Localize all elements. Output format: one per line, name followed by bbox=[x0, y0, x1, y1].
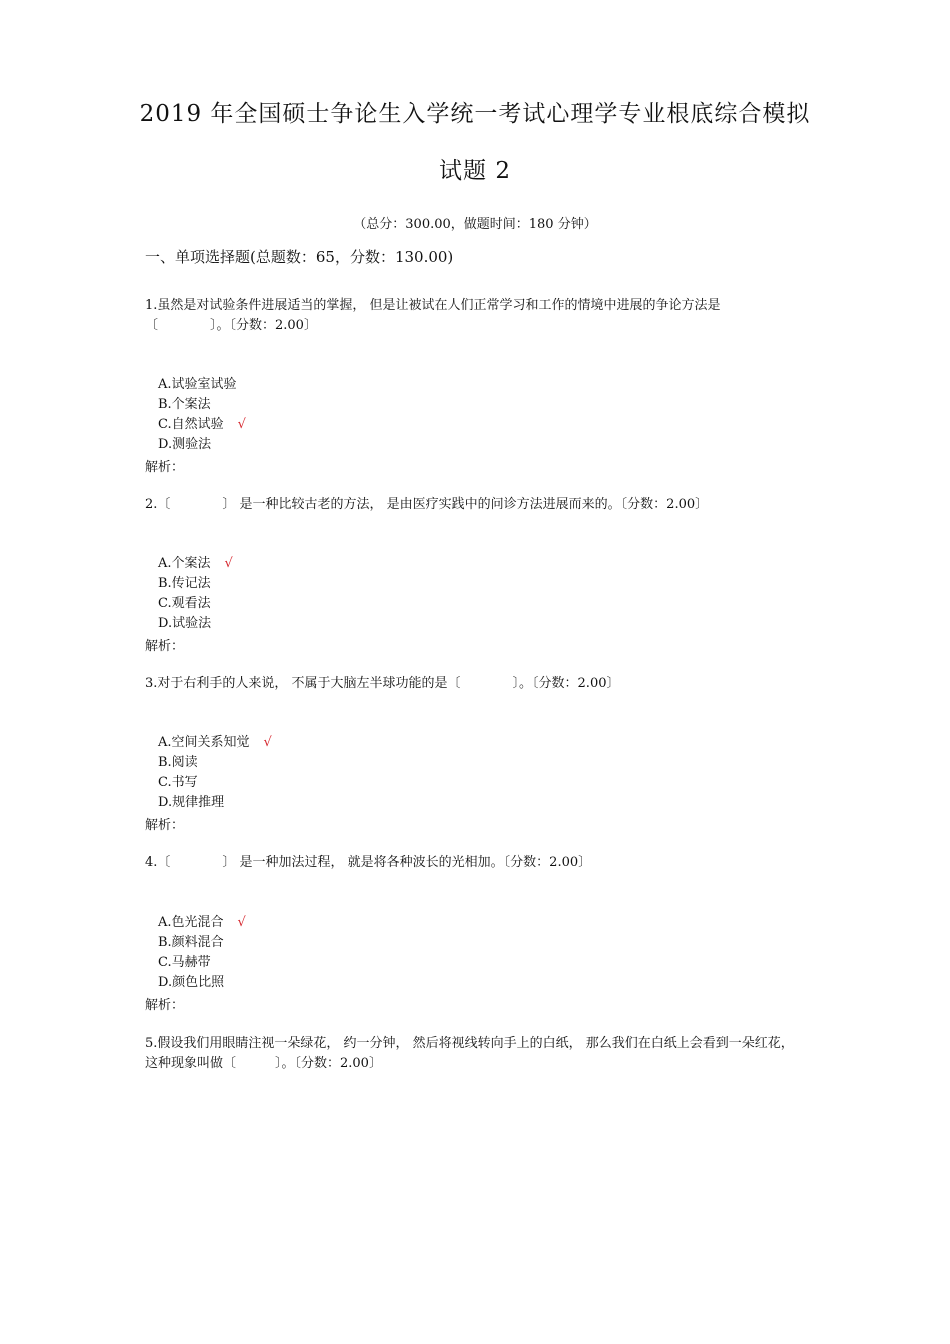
options-list bbox=[158, 913, 246, 993]
exam-meta: （总分：300.00，做题时间：180 分钟） bbox=[353, 217, 597, 232]
options-list bbox=[158, 733, 272, 813]
options-list bbox=[158, 554, 233, 634]
checkmark-icon: √ bbox=[237, 417, 246, 432]
option-a[interactable]: A.色光混合 √ bbox=[158, 915, 246, 930]
option-c[interactable]: C.观看法 bbox=[158, 596, 211, 611]
option-a[interactable]: A.空间关系知觉 √ bbox=[158, 735, 272, 750]
checkmark-icon: √ bbox=[263, 735, 272, 750]
analysis-label: 解析： bbox=[145, 818, 185, 833]
page-title: 2019 年全国硕士争论生入学统一考试心理学专业根底综合模拟 bbox=[139, 101, 811, 127]
option-d[interactable]: D.规律推理 bbox=[158, 795, 225, 810]
analysis-label: 解析： bbox=[145, 460, 185, 475]
option-d[interactable]: D.试验法 bbox=[158, 616, 212, 631]
question-text: 1.虽然是对试验条件进展适当的掌握， 但是让被试在人们正常学习和工作的情境中进展的争论方法是〔 〕。〔分数：2.00〕 bbox=[145, 298, 721, 333]
question-text: 4.〔 〕 是一种加法过程， 就是将各种波长的光相加。〔分数：2.00〕 bbox=[145, 855, 592, 870]
question-text: 3.对于右利手的人来说， 不属于大脑左半球功能的是〔 〕。〔分数：2.00〕 bbox=[145, 676, 620, 691]
checkmark-icon: √ bbox=[224, 556, 233, 571]
option-a[interactable]: A.试验室试验 bbox=[158, 377, 237, 392]
option-d[interactable]: D.颜色比照 bbox=[158, 975, 225, 990]
section-heading: 一、单项选择题(总题数：65，分数：130.00) bbox=[145, 248, 454, 266]
option-c[interactable]: C.书写 bbox=[158, 775, 198, 790]
option-c[interactable]: C.自然试验 √ bbox=[158, 417, 246, 432]
analysis-label: 解析： bbox=[145, 639, 185, 654]
question-text: 2.〔 〕 是一种比较古老的方法， 是由医疗实践中的问诊方法进展而来的。〔分数：2.00〕 bbox=[145, 497, 709, 512]
page-subtitle: 试题 2 bbox=[439, 158, 511, 184]
option-b[interactable]: B.阅读 bbox=[158, 755, 198, 770]
option-b[interactable]: B.颜料混合 bbox=[158, 935, 224, 950]
options-list bbox=[158, 375, 246, 455]
option-a[interactable]: A.个案法 √ bbox=[158, 556, 233, 571]
option-b[interactable]: B.个案法 bbox=[158, 397, 211, 412]
checkmark-icon: √ bbox=[237, 915, 246, 930]
question-text: 5.假设我们用眼睛注视一朵绿花， 约一分钟， 然后将视线转向手上的白纸， 那么我们在白纸上会看到一朵红花， 这种现象叫做〔 〕。〔分数：2.00〕 bbox=[145, 1036, 794, 1071]
option-d[interactable]: D.测验法 bbox=[158, 437, 212, 452]
option-b[interactable]: B.传记法 bbox=[158, 576, 211, 591]
option-c[interactable]: C.马赫带 bbox=[158, 955, 211, 970]
analysis-label: 解析： bbox=[145, 998, 185, 1013]
